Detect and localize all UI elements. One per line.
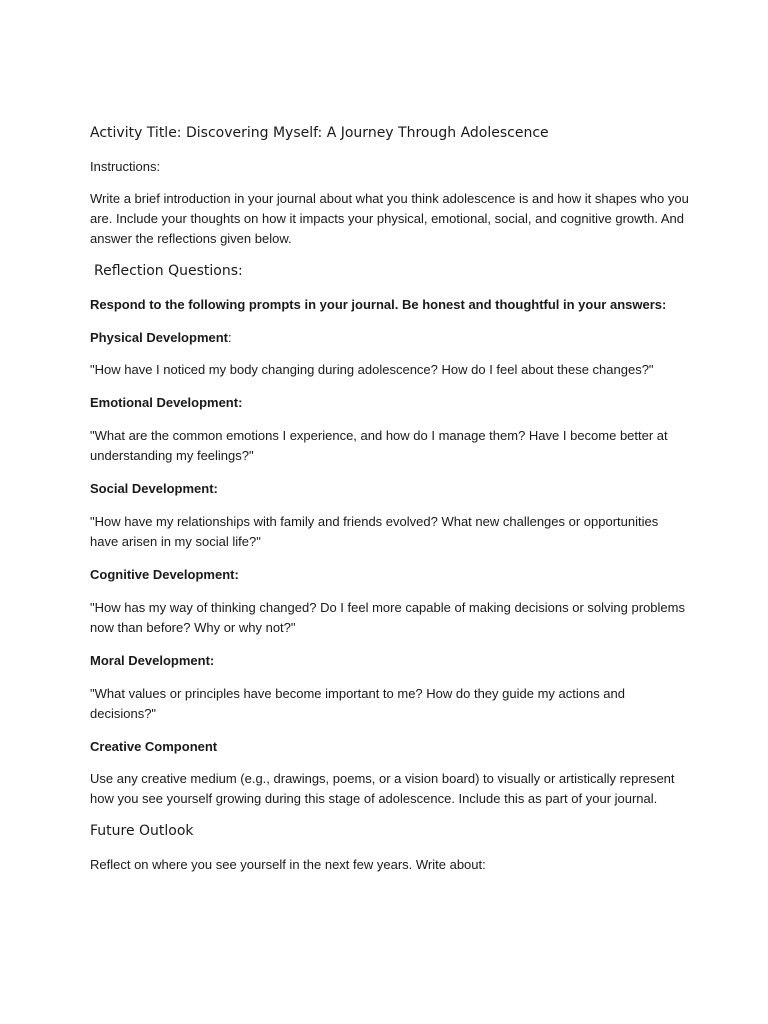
future-heading: Future Outlook [90,823,194,839]
physical-label-colon: : [228,330,232,345]
physical-heading [90,328,690,348]
emotional-question: "What are the common emotions I experience, and how do I manage them? Have I become better at understanding my feelings?" [90,428,668,463]
activity-title: Activity Title: Discovering Myself: A Journey Through Adolescence [90,125,549,141]
social-label: Social Development: [90,481,218,496]
physical-question: "How have I noticed my body changing during adolescence? How do I feel about these changes?" [90,362,654,377]
social-question: "How have my relationships with family and friends evolved? What new challenges or opportunities have arisen in my social life?" [90,514,659,549]
instructions-label: Instructions: [90,159,161,174]
creative-label: Creative Component [90,739,218,754]
cognitive-label: Cognitive Development: [90,567,239,582]
cognitive-question: "How has my way of thinking changed? Do I feel more capable of making decisions or solving problems now than before? Why or why not?" [90,600,685,635]
future-text: Reflect on where you see yourself in the next few years. Write about: [90,857,486,872]
reflection-heading: Reflection Questions: [94,263,243,279]
creative-text: Use any creative medium (e.g., drawings, poems, or a vision board) to visually or artistically represent how you see yourself growing during this stage of adolescence. Include this as part of your journal. [90,771,675,806]
intro-paragraph: Write a brief introduction in your journal about what you think adolescence is and how it shapes who you are. Include your thoughts on how it impacts your physical, emotional, social, and cognitive growth. And answer the reflections given below. [90,191,689,246]
respond-prompt: Respond to the following prompts in your journal. Be honest and thoughtful in your answers: [90,297,667,312]
emotional-label: Emotional Development: [90,395,243,410]
moral-question: "What values or principles have become important to me? How do they guide my actions and decisions?" [90,686,625,721]
moral-label: Moral Development: [90,653,215,668]
physical-label: Physical Development [90,330,228,345]
